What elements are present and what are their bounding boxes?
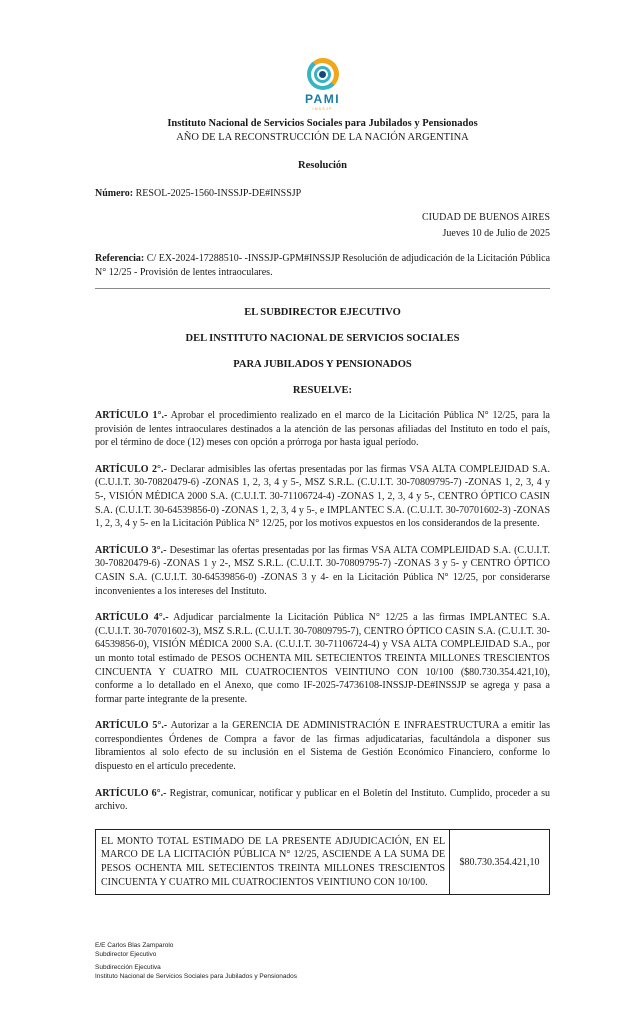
total-amount-table	[95, 829, 550, 895]
number-value: RESOL-2025-1560-INSSJP-DE#INSSJP	[135, 188, 302, 199]
pami-logo	[95, 58, 550, 111]
article-3-text: Desestimar las ofertas presentadas por las firmas VSA ALTA COMPLEJIDAD S.A. (C.U.I.T. 30-70820479-6) -ZONAS 1 y 2-, MSZ S.R.L. (C.U.I.T. 30-70809795-7) -ZONAS 3 y 5- y CENTRO ÓPTICO CASIN S.A. (C.U.I.T. 30-64539856-0) -ZONAS 3 y 4- en la Licitación Pública N° 12/25, por considerarse inconvenientes a los intereses del Instituto.	[95, 544, 550, 597]
article-1	[95, 409, 550, 450]
article-6	[95, 787, 550, 814]
motto-line: AÑO DE LA RECONSTRUCCIÓN DE LA NACIÓN ARGENTINA	[176, 132, 469, 143]
resolver-heading-3: PARA JUBILADOS Y PENSIONADOS	[233, 359, 412, 370]
total-amount-value: $80.730.354.421,10	[450, 829, 550, 894]
article-5-label: ARTÍCULO 5°.-	[95, 720, 168, 732]
resolver-heading-1: EL SUBDIRECTOR EJECUTIVO	[244, 307, 401, 318]
reference-label: Referencia:	[95, 253, 145, 264]
article-4-label: ARTÍCULO 4°.-	[95, 612, 169, 624]
article-6-text: Registrar, comunicar, notificar y publicar en el Boletín del Instituto. Cumplido, proceder a su archivo.	[95, 787, 551, 813]
article-3-label: ARTÍCULO 3°.-	[95, 544, 167, 556]
article-5	[95, 719, 550, 773]
article-4	[95, 611, 550, 706]
pami-logo-icon	[307, 58, 339, 90]
pami-logo-subtext: INSSJP	[312, 106, 333, 111]
resolver-heading-4: RESUELVE:	[292, 385, 353, 396]
signer-org: Instituto Nacional de Servicios Sociales para Jubilados y Pensionados	[95, 972, 297, 980]
pami-logo-wordmark: PAMI	[304, 92, 341, 106]
city-line: CIUDAD DE BUENOS AIRES	[421, 212, 550, 223]
resolver-heading-2: DEL INSTITUTO NACIONAL DE SERVICIOS SOCIALES	[185, 333, 460, 344]
article-2-label: ARTÍCULO 2°.-	[95, 463, 167, 475]
document-content	[0, 58, 642, 895]
date-line: Jueves 10 de Julio de 2025	[442, 228, 550, 239]
article-4-text: Adjudicar parcialmente la Licitación Pública N° 12/25 a las firmas IMPLANTEC S.A. (C.U.I.T. 30-70701602-3), MSZ S.R.L. (C.U.I.T. 30-70809795-7), CENTRO ÓPTICO CASIN S.A. (C.U.I.T. 30-64539856-0), VISIÓN MÉDICA 2000 S.A. (C.U.I.T. 30-71106724-4) y VSA ALTA COMPLEJIDAD S.A., por un monto total estimado de PESOS OCHENTA MIL SETECIENTOS TREINTA MILLONES TRESCIENTOS CINCUENTA Y CUATRO MIL CUATROCIENTOS VEINTIUNO CON 10/100 ($80.730.354.421,10), conforme a lo detallado en el Anexo, que como IF-2025-74736108-INSSJP-DE#INSSJP se agrega y pasa a formar parte integrante de la presente.	[95, 612, 551, 705]
signer-unit: Subdirección Ejecutiva	[95, 964, 161, 971]
signer-name: E/E Carlos Blas Zamparolo	[95, 942, 174, 949]
article-6-label: ARTÍCULO 6°.-	[95, 787, 167, 799]
total-amount-description: EL MONTO TOTAL ESTIMADO DE LA PRESENTE ADJUDICACIÓN, EN EL MARCO DE LA LICITACIÓN PÚBLICA N° 12/25, ASCIENDE A LA SUMA DE PESOS OCHENTA MIL SETECIENTOS TREINTA MILLONES TRESCIENTOS CINCUENTA Y CUATRO MIL CUATROCIENTOS VEINTIUNO CON 10/100.	[96, 829, 450, 894]
table-row	[96, 829, 550, 894]
city-date-block	[95, 210, 550, 242]
article-2	[95, 463, 550, 531]
number-label: Número:	[95, 188, 134, 199]
document-number-row	[95, 188, 550, 199]
article-1-label: ARTÍCULO 1°.-	[95, 410, 168, 421]
divider	[95, 288, 550, 289]
signature-block	[95, 942, 297, 981]
article-1-text: Aprobar el procedimiento realizado en el marco de la Licitación Pública N° 12/25, para la provisión de lentes intraoculares destinados a la atención de las personas afiliadas del Instituto en todo el país, por el término de doce (12) meses con opción a prórroga por hasta igual período.	[95, 410, 550, 449]
article-2-text: Declarar admisibles las ofertas presentadas por las firmas VSA ALTA COMPLEJIDAD S.A. (C.U.I.T. 30-70820479-6) -ZONAS 1, 2, 3, 4 y 5-, MSZ S.R.L. (C.U.I.T. 30-70809795-7) -ZONAS 1, 2, 3, 4 y 5-, VISIÓN MÉDICA 2000 S.A. (C.U.I.T. 30-71106724-4) -ZONAS 1, 2, 3, 4 y 5-, CENTRO ÓPTICO CASIN S.A. (C.U.I.T. 30-64539856-0) -ZONAS 1, 2, 3, 4 y 5-, e IMPLANTEC S.A. (C.U.I.T. 30-70701602-3) -ZONAS 1, 2, 3, 4 y 5- en la Licitación Pública N° 12/25, por los motivos expuestos en los considerandos de la presente.	[95, 463, 551, 530]
article-3	[95, 544, 550, 598]
signer-title: Subdirector Ejecutivo	[95, 950, 157, 958]
doc-type-title: Resolución	[297, 160, 347, 171]
reference-block	[95, 252, 550, 279]
org-title: Instituto Nacional de Servicios Sociales para Jubilados y Pensionados	[167, 118, 478, 129]
article-5-text: Autorizar a la GERENCIA DE ADMINISTRACIÓN E INFRAESTRUCTURA a emitir las correspondientes Órdenes de Compra a favor de las firmas adjudicatarias, facultándola a disponer sus libramientos al solo efecto de su inclusión en el Sistema de Gestión Económico Financiero, conforme lo dispuesto en el artículo precedente.	[95, 720, 550, 773]
reference-text: C/ EX-2024-17288510- -INSSJP-GPM#INSSJP Resolución de adjudicación de la Licitación Pública N° 12/25 - Provisión de lentes intraoculares.	[95, 253, 551, 278]
